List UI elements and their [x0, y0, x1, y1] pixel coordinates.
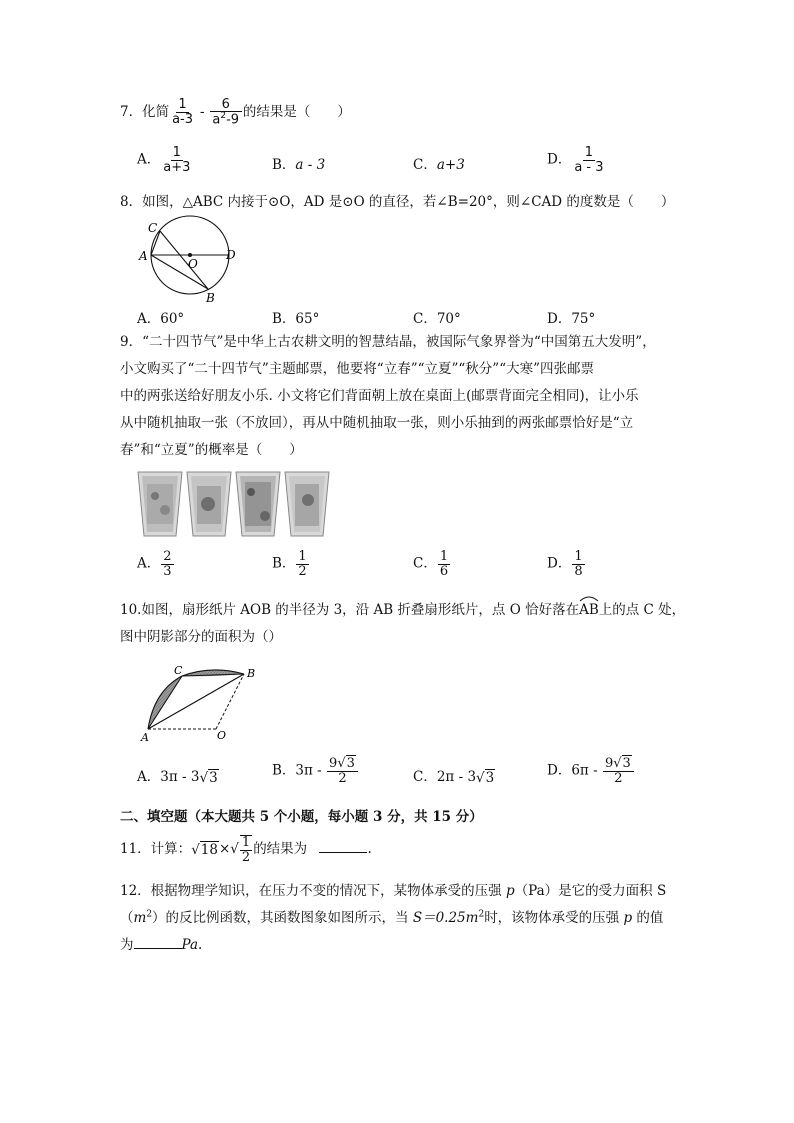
q7-tail: 的结果是（ ）: [242, 104, 351, 120]
label-b: B: [247, 667, 256, 680]
q7-number: 7．化简: [120, 104, 170, 120]
arc-ab-label: AB: [579, 599, 599, 618]
label-a: A: [139, 249, 148, 263]
q9-line-3: 中的两张送给好朋友小乐. 小文将它们背面朝上放在桌面上(邮票背面完全相同)，让小乐: [120, 388, 639, 404]
q8-option-a[interactable]: A．60°: [137, 311, 185, 327]
q9-line-5: 春”和“立夏”的概率是（ ）: [120, 442, 303, 458]
question-12-line-2: $(m^2)$的反比例函数，其函数图象如图所示，当 $S=0.25m^2$时，该物体承受的压强 p 的值: [120, 909, 664, 926]
q8-option-c[interactable]: C．70°: [413, 311, 461, 327]
q9-line-2: 小文购买了“二十四节气”主题邮票，他要将“立春”“立夏”“秋分”“大寒”四张邮票: [120, 361, 595, 377]
stamp-image-1: [137, 470, 183, 538]
q8-option-d[interactable]: D．75°: [547, 311, 596, 327]
question-7: 7．化简 $\frac{1}{a-3}$ - $\frac{6}{a^2-9}$ 的结果是（ ）: [120, 96, 351, 128]
label-a: A: [141, 731, 149, 744]
stamp-image-3: [235, 470, 281, 538]
segment-ab: [151, 255, 208, 289]
arc-mark: [579, 595, 599, 602]
question-8: 8．如图，△ABC 内接于⊙O，AD 是⊙O 的直径，若∠B=20°，则∠CAD 的度数是（ ）: [120, 194, 675, 210]
label-b: B: [206, 291, 215, 305]
section-2-heading: 二、填空题（本大题共 5 个小题，每小题 3 分，共 15 分）: [120, 809, 483, 825]
q9-option-d[interactable]: D． $\frac{1}{8}$: [547, 549, 583, 579]
q7-fraction-1: $\frac{1}{a-3}$: [172, 97, 194, 127]
question-11: 11．计算：√18×√ $\frac{1}{2}$ 的结果为 .: [120, 835, 372, 865]
label-c: C: [174, 664, 183, 677]
q7-option-b[interactable]: B．a - 3: [272, 157, 326, 173]
label-o: O: [188, 257, 198, 271]
stamp-image-2: [186, 470, 232, 538]
question-12-line-1: 12．根据物理学知识，在压力不变的情况下，某物体承受的压强 p（Pa）是它的受力面积 S: [120, 883, 667, 899]
q9-option-a[interactable]: A． $\frac{2}{3}$: [137, 549, 172, 579]
question-12-line-3: 为 Pa.: [120, 937, 203, 953]
q9-line-1: 9．“二十四节气”是中华上古农耕文明的智慧结晶，被国际气象界誉为“中国第五大发明”，: [120, 334, 656, 350]
q9-line-4: 从中随机抽取一张（不放回），再从中随机抽取一张，则小乐抽到的两张邮票恰好是“立: [120, 415, 634, 431]
label-o: O: [217, 729, 227, 742]
question-9: [120, 329, 656, 464]
q10-option-a[interactable]: A．3π - 3√3: [137, 769, 218, 786]
q9-option-c[interactable]: C． $\frac{1}{6}$: [413, 549, 449, 579]
segment-ac: [148, 676, 182, 729]
label-d: D: [226, 248, 236, 262]
q10-option-d[interactable]: D．6π - $\frac{9√3}{2}$: [547, 757, 635, 785]
q7-option-a[interactable]: A． $\frac{1}{a+3}$: [137, 145, 191, 175]
q7-fraction-2: $\frac{6}{a^2-9}$: [210, 98, 242, 128]
q7-option-d[interactable]: D． $\frac{1}{a - 3}$: [547, 145, 604, 175]
question-10-line-2: 图中阴影部分的面积为（）: [120, 629, 282, 645]
segment-cb: [160, 231, 208, 289]
q10-option-b[interactable]: B．3π - $\frac{9√3}{2}$: [272, 757, 359, 785]
q7-option-c[interactable]: C．a+3: [413, 157, 465, 173]
q12-answer-blank[interactable]: [134, 948, 182, 949]
q10-option-c[interactable]: C．2π - 3√3: [413, 769, 495, 786]
q9-option-b[interactable]: B． $\frac{1}{2}$: [272, 549, 307, 579]
q8-option-b[interactable]: B．65°: [272, 311, 320, 327]
q11-answer-blank[interactable]: [319, 852, 367, 853]
label-c: C: [148, 221, 158, 235]
sector-figure: [140, 663, 270, 748]
question-10-line-1: 10.如图，扇形纸片 AOB 的半径为 3，沿 AB 折叠扇形纸片，点 O 恰好落在 AB上的点 C 处，: [120, 598, 685, 618]
circle-figure: [136, 215, 246, 305]
stamp-image-4: [284, 470, 330, 538]
